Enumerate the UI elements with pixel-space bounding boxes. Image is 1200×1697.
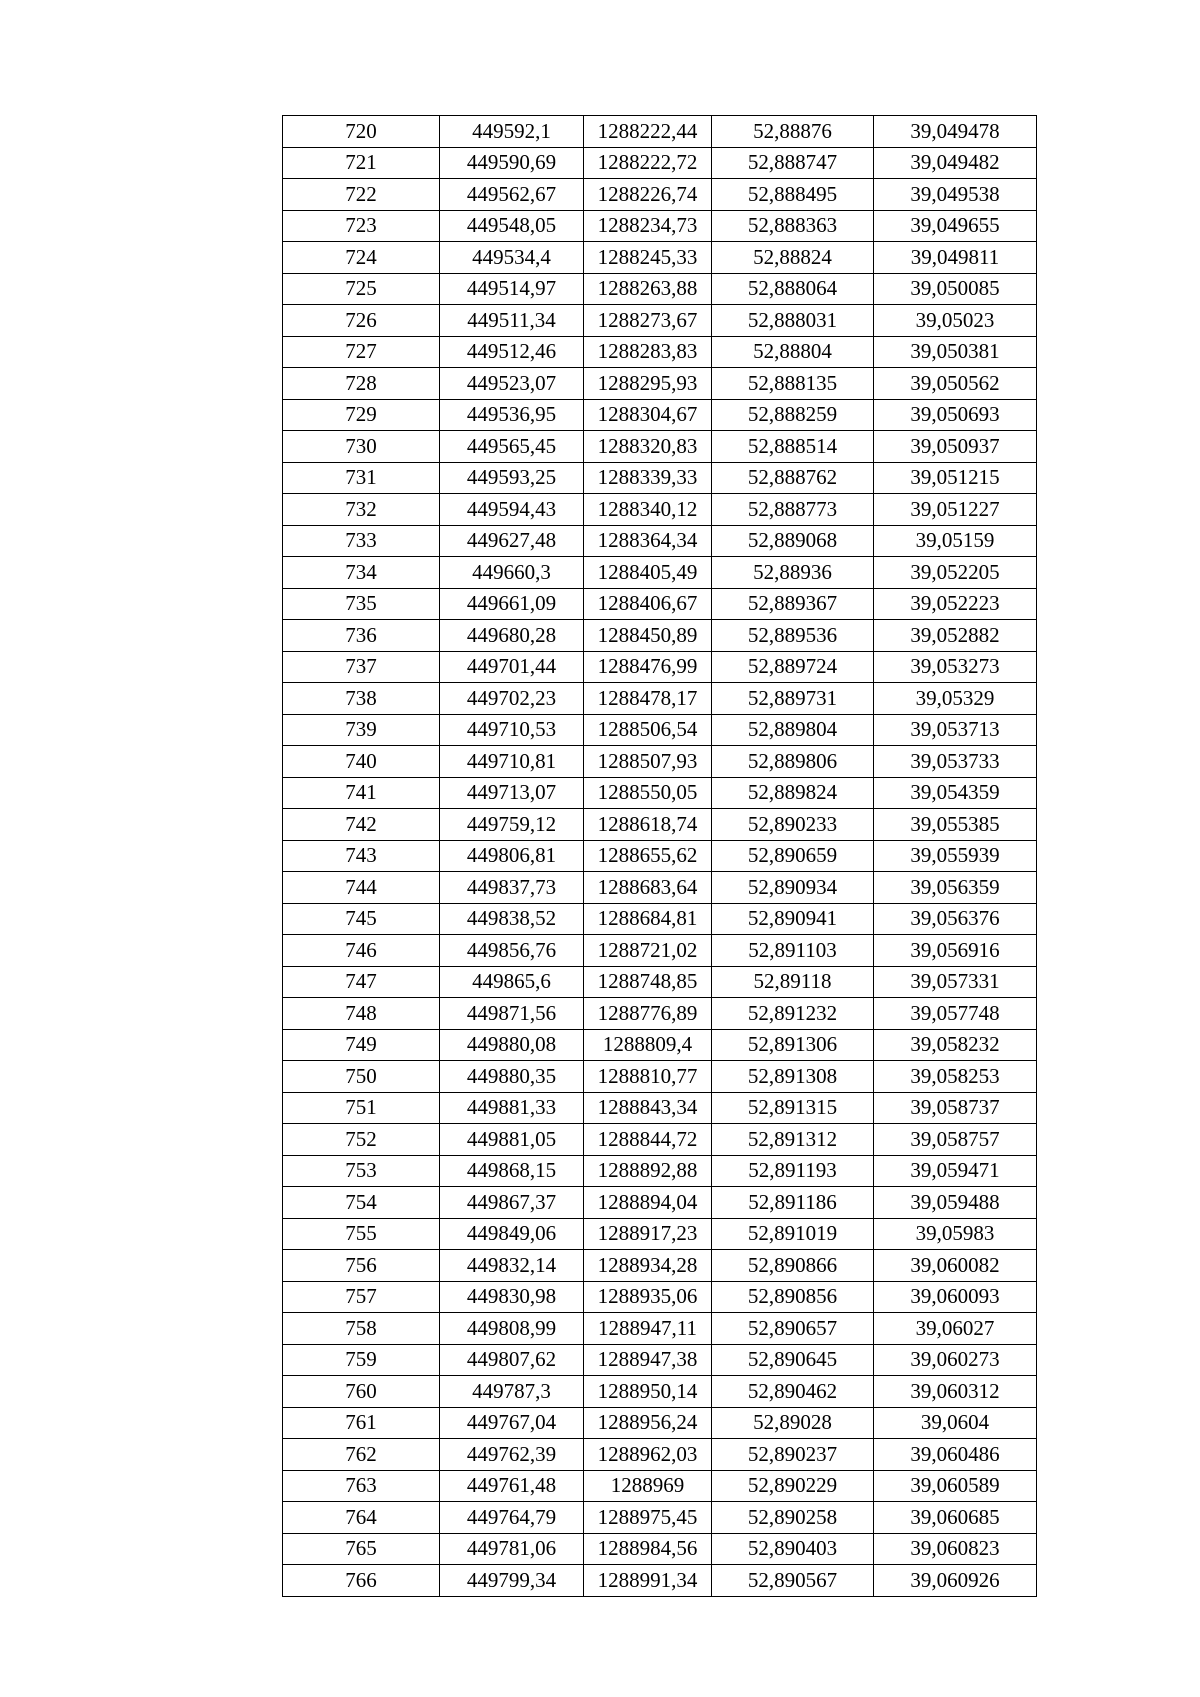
y-coordinate-cell: 1288339,33 [584,462,712,494]
point-number-cell: 745 [283,903,440,935]
latitude-cell: 52,890258 [712,1502,874,1534]
point-number-cell: 766 [283,1565,440,1597]
latitude-cell: 52,888363 [712,210,874,242]
y-coordinate-cell: 1288245,33 [584,242,712,274]
x-coordinate-cell: 449764,79 [440,1502,584,1534]
x-coordinate-cell: 449806,81 [440,840,584,872]
y-coordinate-cell: 1288263,88 [584,273,712,305]
point-number-cell: 763 [283,1470,440,1502]
latitude-cell: 52,889804 [712,714,874,746]
longitude-cell: 39,060093 [874,1281,1037,1313]
longitude-cell: 39,049538 [874,179,1037,211]
y-coordinate-cell: 1288776,89 [584,998,712,1030]
point-number-cell: 738 [283,683,440,715]
latitude-cell: 52,891306 [712,1029,874,1061]
table-row [283,147,1037,179]
latitude-cell: 52,890229 [712,1470,874,1502]
point-number-cell: 748 [283,998,440,1030]
longitude-cell: 39,056359 [874,872,1037,904]
y-coordinate-cell: 1288226,74 [584,179,712,211]
latitude-cell: 52,890934 [712,872,874,904]
longitude-cell: 39,06027 [874,1313,1037,1345]
table-row [283,872,1037,904]
table-row [283,179,1037,211]
table-row [283,809,1037,841]
point-number-cell: 756 [283,1250,440,1282]
y-coordinate-cell: 1288991,34 [584,1565,712,1597]
y-coordinate-cell: 1288618,74 [584,809,712,841]
x-coordinate-cell: 449701,44 [440,651,584,683]
table-row [283,462,1037,494]
latitude-cell: 52,890462 [712,1376,874,1408]
x-coordinate-cell: 449830,98 [440,1281,584,1313]
longitude-cell: 39,050693 [874,399,1037,431]
y-coordinate-cell: 1288947,11 [584,1313,712,1345]
coordinates-table [282,115,1037,1597]
latitude-cell: 52,890941 [712,903,874,935]
point-number-cell: 765 [283,1533,440,1565]
x-coordinate-cell: 449713,07 [440,777,584,809]
point-number-cell: 721 [283,147,440,179]
point-number-cell: 733 [283,525,440,557]
point-number-cell: 749 [283,1029,440,1061]
y-coordinate-cell: 1288476,99 [584,651,712,683]
latitude-cell: 52,891019 [712,1218,874,1250]
x-coordinate-cell: 449781,06 [440,1533,584,1565]
point-number-cell: 750 [283,1061,440,1093]
point-number-cell: 761 [283,1407,440,1439]
table-row [283,557,1037,589]
point-number-cell: 751 [283,1092,440,1124]
x-coordinate-cell: 449660,3 [440,557,584,589]
latitude-cell: 52,888031 [712,305,874,337]
latitude-cell: 52,891312 [712,1124,874,1156]
table-row [283,368,1037,400]
longitude-cell: 39,05023 [874,305,1037,337]
point-number-cell: 741 [283,777,440,809]
table-row [283,336,1037,368]
y-coordinate-cell: 1288273,67 [584,305,712,337]
latitude-cell: 52,888259 [712,399,874,431]
y-coordinate-cell: 1288683,64 [584,872,712,904]
point-number-cell: 728 [283,368,440,400]
longitude-cell: 39,060273 [874,1344,1037,1376]
x-coordinate-cell: 449710,81 [440,746,584,778]
longitude-cell: 39,056916 [874,935,1037,967]
x-coordinate-cell: 449838,52 [440,903,584,935]
longitude-cell: 39,056376 [874,903,1037,935]
latitude-cell: 52,888064 [712,273,874,305]
x-coordinate-cell: 449536,95 [440,399,584,431]
point-number-cell: 764 [283,1502,440,1534]
latitude-cell: 52,889367 [712,588,874,620]
y-coordinate-cell: 1288844,72 [584,1124,712,1156]
latitude-cell: 52,890657 [712,1313,874,1345]
table-row [283,273,1037,305]
longitude-cell: 39,049482 [874,147,1037,179]
table-row [283,998,1037,1030]
latitude-cell: 52,888135 [712,368,874,400]
latitude-cell: 52,888747 [712,147,874,179]
x-coordinate-cell: 449767,04 [440,1407,584,1439]
x-coordinate-cell: 449710,53 [440,714,584,746]
y-coordinate-cell: 1288450,89 [584,620,712,652]
longitude-cell: 39,060589 [874,1470,1037,1502]
longitude-cell: 39,058253 [874,1061,1037,1093]
x-coordinate-cell: 449594,43 [440,494,584,526]
x-coordinate-cell: 449523,07 [440,368,584,400]
longitude-cell: 39,057331 [874,966,1037,998]
longitude-cell: 39,051215 [874,462,1037,494]
point-number-cell: 762 [283,1439,440,1471]
y-coordinate-cell: 1288950,14 [584,1376,712,1408]
y-coordinate-cell: 1288969 [584,1470,712,1502]
latitude-cell: 52,890403 [712,1533,874,1565]
latitude-cell: 52,88876 [712,116,874,148]
y-coordinate-cell: 1288304,67 [584,399,712,431]
x-coordinate-cell: 449590,69 [440,147,584,179]
longitude-cell: 39,060926 [874,1565,1037,1597]
table-row [283,651,1037,683]
latitude-cell: 52,889536 [712,620,874,652]
point-number-cell: 732 [283,494,440,526]
longitude-cell: 39,055385 [874,809,1037,841]
latitude-cell: 52,89028 [712,1407,874,1439]
longitude-cell: 39,051227 [874,494,1037,526]
x-coordinate-cell: 449661,09 [440,588,584,620]
point-number-cell: 723 [283,210,440,242]
table-row [283,399,1037,431]
table-row [283,1376,1037,1408]
longitude-cell: 39,060486 [874,1439,1037,1471]
longitude-cell: 39,060823 [874,1533,1037,1565]
x-coordinate-cell: 449759,12 [440,809,584,841]
table-row [283,431,1037,463]
longitude-cell: 39,049811 [874,242,1037,274]
y-coordinate-cell: 1288810,77 [584,1061,712,1093]
table-row [283,588,1037,620]
x-coordinate-cell: 449592,1 [440,116,584,148]
longitude-cell: 39,050562 [874,368,1037,400]
y-coordinate-cell: 1288283,83 [584,336,712,368]
longitude-cell: 39,049655 [874,210,1037,242]
y-coordinate-cell: 1288947,38 [584,1344,712,1376]
table-row [283,620,1037,652]
y-coordinate-cell: 1288405,49 [584,557,712,589]
x-coordinate-cell: 449881,05 [440,1124,584,1156]
x-coordinate-cell: 449807,62 [440,1344,584,1376]
table-row [283,1250,1037,1282]
longitude-cell: 39,060312 [874,1376,1037,1408]
x-coordinate-cell: 449832,14 [440,1250,584,1282]
y-coordinate-cell: 1288550,05 [584,777,712,809]
longitude-cell: 39,049478 [874,116,1037,148]
x-coordinate-cell: 449534,4 [440,242,584,274]
table-row [283,714,1037,746]
table-row [283,683,1037,715]
x-coordinate-cell: 449511,34 [440,305,584,337]
latitude-cell: 52,891193 [712,1155,874,1187]
point-number-cell: 743 [283,840,440,872]
y-coordinate-cell: 1288917,23 [584,1218,712,1250]
longitude-cell: 39,053273 [874,651,1037,683]
point-number-cell: 722 [283,179,440,211]
y-coordinate-cell: 1288809,4 [584,1029,712,1061]
latitude-cell: 52,889824 [712,777,874,809]
x-coordinate-cell: 449593,25 [440,462,584,494]
latitude-cell: 52,890567 [712,1565,874,1597]
table-row [283,1439,1037,1471]
x-coordinate-cell: 449627,48 [440,525,584,557]
y-coordinate-cell: 1288956,24 [584,1407,712,1439]
latitude-cell: 52,890866 [712,1250,874,1282]
point-number-cell: 725 [283,273,440,305]
point-number-cell: 737 [283,651,440,683]
y-coordinate-cell: 1288984,56 [584,1533,712,1565]
y-coordinate-cell: 1288478,17 [584,683,712,715]
x-coordinate-cell: 449562,67 [440,179,584,211]
x-coordinate-cell: 449808,99 [440,1313,584,1345]
table-row [283,1187,1037,1219]
longitude-cell: 39,053713 [874,714,1037,746]
table-row [283,903,1037,935]
longitude-cell: 39,052223 [874,588,1037,620]
table-row [283,1124,1037,1156]
longitude-cell: 39,058737 [874,1092,1037,1124]
point-number-cell: 746 [283,935,440,967]
longitude-cell: 39,052205 [874,557,1037,589]
longitude-cell: 39,058232 [874,1029,1037,1061]
table-row [283,525,1037,557]
table-row [283,305,1037,337]
point-number-cell: 720 [283,116,440,148]
y-coordinate-cell: 1288222,72 [584,147,712,179]
point-number-cell: 742 [283,809,440,841]
x-coordinate-cell: 449565,45 [440,431,584,463]
y-coordinate-cell: 1288406,67 [584,588,712,620]
point-number-cell: 727 [283,336,440,368]
point-number-cell: 754 [283,1187,440,1219]
table-row [283,1313,1037,1345]
longitude-cell: 39,053733 [874,746,1037,778]
y-coordinate-cell: 1288962,03 [584,1439,712,1471]
latitude-cell: 52,890645 [712,1344,874,1376]
longitude-cell: 39,050381 [874,336,1037,368]
latitude-cell: 52,891103 [712,935,874,967]
y-coordinate-cell: 1288340,12 [584,494,712,526]
latitude-cell: 52,888773 [712,494,874,526]
x-coordinate-cell: 449761,48 [440,1470,584,1502]
x-coordinate-cell: 449881,33 [440,1092,584,1124]
longitude-cell: 39,05159 [874,525,1037,557]
longitude-cell: 39,054359 [874,777,1037,809]
table-row [283,1502,1037,1534]
latitude-cell: 52,89118 [712,966,874,998]
point-number-cell: 747 [283,966,440,998]
longitude-cell: 39,0604 [874,1407,1037,1439]
x-coordinate-cell: 449702,23 [440,683,584,715]
x-coordinate-cell: 449865,6 [440,966,584,998]
y-coordinate-cell: 1288320,83 [584,431,712,463]
longitude-cell: 39,059471 [874,1155,1037,1187]
longitude-cell: 39,059488 [874,1187,1037,1219]
table-row [283,966,1037,998]
table-row [283,777,1037,809]
x-coordinate-cell: 449880,08 [440,1029,584,1061]
table-row [283,746,1037,778]
y-coordinate-cell: 1288222,44 [584,116,712,148]
point-number-cell: 729 [283,399,440,431]
table-row [283,1407,1037,1439]
x-coordinate-cell: 449787,3 [440,1376,584,1408]
x-coordinate-cell: 449868,15 [440,1155,584,1187]
table-row [283,1533,1037,1565]
x-coordinate-cell: 449849,06 [440,1218,584,1250]
latitude-cell: 52,891186 [712,1187,874,1219]
latitude-cell: 52,889068 [712,525,874,557]
x-coordinate-cell: 449856,76 [440,935,584,967]
point-number-cell: 755 [283,1218,440,1250]
point-number-cell: 724 [283,242,440,274]
x-coordinate-cell: 449880,35 [440,1061,584,1093]
x-coordinate-cell: 449680,28 [440,620,584,652]
latitude-cell: 52,88824 [712,242,874,274]
point-number-cell: 726 [283,305,440,337]
latitude-cell: 52,891308 [712,1061,874,1093]
x-coordinate-cell: 449762,39 [440,1439,584,1471]
point-number-cell: 753 [283,1155,440,1187]
y-coordinate-cell: 1288684,81 [584,903,712,935]
table-row [283,1565,1037,1597]
y-coordinate-cell: 1288655,62 [584,840,712,872]
longitude-cell: 39,05329 [874,683,1037,715]
y-coordinate-cell: 1288748,85 [584,966,712,998]
table-row [283,1344,1037,1376]
point-number-cell: 757 [283,1281,440,1313]
x-coordinate-cell: 449548,05 [440,210,584,242]
point-number-cell: 760 [283,1376,440,1408]
point-number-cell: 734 [283,557,440,589]
table-row [283,210,1037,242]
y-coordinate-cell: 1288721,02 [584,935,712,967]
point-number-cell: 758 [283,1313,440,1345]
table-row [283,935,1037,967]
latitude-cell: 52,890856 [712,1281,874,1313]
x-coordinate-cell: 449871,56 [440,998,584,1030]
latitude-cell: 52,88804 [712,336,874,368]
latitude-cell: 52,888762 [712,462,874,494]
longitude-cell: 39,060082 [874,1250,1037,1282]
y-coordinate-cell: 1288364,34 [584,525,712,557]
point-number-cell: 735 [283,588,440,620]
y-coordinate-cell: 1288295,93 [584,368,712,400]
latitude-cell: 52,889806 [712,746,874,778]
point-number-cell: 759 [283,1344,440,1376]
latitude-cell: 52,890233 [712,809,874,841]
point-number-cell: 736 [283,620,440,652]
table-row [283,1061,1037,1093]
table-row [283,1092,1037,1124]
table-row [283,1281,1037,1313]
longitude-cell: 39,05983 [874,1218,1037,1250]
table-row [283,116,1037,148]
point-number-cell: 730 [283,431,440,463]
longitude-cell: 39,060685 [874,1502,1037,1534]
x-coordinate-cell: 449837,73 [440,872,584,904]
latitude-cell: 52,889724 [712,651,874,683]
y-coordinate-cell: 1288935,06 [584,1281,712,1313]
latitude-cell: 52,891232 [712,998,874,1030]
longitude-cell: 39,050085 [874,273,1037,305]
x-coordinate-cell: 449799,34 [440,1565,584,1597]
longitude-cell: 39,058757 [874,1124,1037,1156]
latitude-cell: 52,888495 [712,179,874,211]
x-coordinate-cell: 449512,46 [440,336,584,368]
table-row [283,1470,1037,1502]
longitude-cell: 39,055939 [874,840,1037,872]
point-number-cell: 731 [283,462,440,494]
point-number-cell: 752 [283,1124,440,1156]
table-row [283,494,1037,526]
latitude-cell: 52,889731 [712,683,874,715]
latitude-cell: 52,890659 [712,840,874,872]
latitude-cell: 52,890237 [712,1439,874,1471]
table-row [283,1218,1037,1250]
longitude-cell: 39,052882 [874,620,1037,652]
point-number-cell: 744 [283,872,440,904]
y-coordinate-cell: 1288507,93 [584,746,712,778]
y-coordinate-cell: 1288894,04 [584,1187,712,1219]
x-coordinate-cell: 449514,97 [440,273,584,305]
latitude-cell: 52,888514 [712,431,874,463]
longitude-cell: 39,050937 [874,431,1037,463]
table-row [283,840,1037,872]
y-coordinate-cell: 1288975,45 [584,1502,712,1534]
coordinates-table-body [283,116,1037,1597]
latitude-cell: 52,891315 [712,1092,874,1124]
table-row [283,1029,1037,1061]
y-coordinate-cell: 1288234,73 [584,210,712,242]
y-coordinate-cell: 1288506,54 [584,714,712,746]
y-coordinate-cell: 1288892,88 [584,1155,712,1187]
longitude-cell: 39,057748 [874,998,1037,1030]
y-coordinate-cell: 1288934,28 [584,1250,712,1282]
table-row [283,242,1037,274]
table-row [283,1155,1037,1187]
point-number-cell: 739 [283,714,440,746]
x-coordinate-cell: 449867,37 [440,1187,584,1219]
latitude-cell: 52,88936 [712,557,874,589]
y-coordinate-cell: 1288843,34 [584,1092,712,1124]
point-number-cell: 740 [283,746,440,778]
